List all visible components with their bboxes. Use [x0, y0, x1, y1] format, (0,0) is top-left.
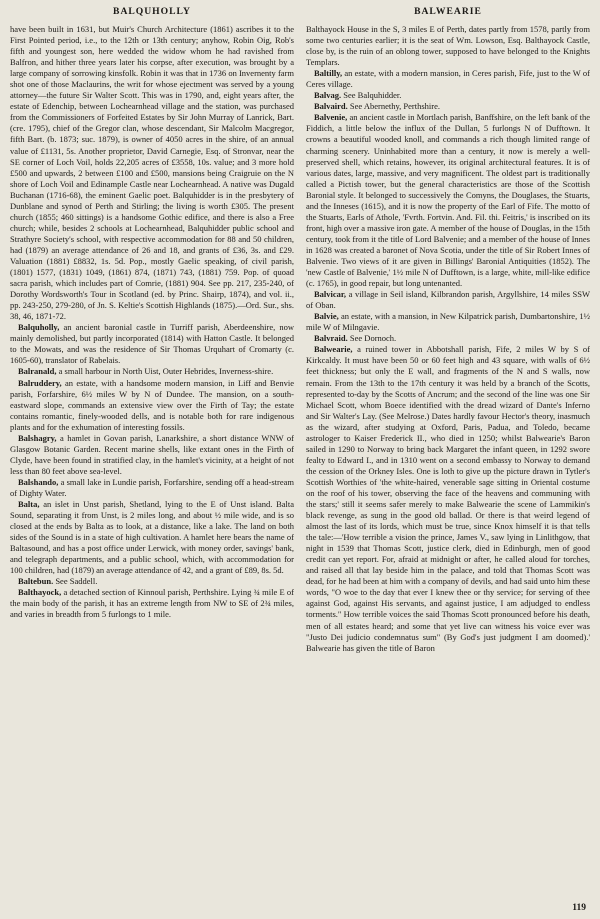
entry-text: a small lake in Lundie parish, Forfarshire, sending off a head-stream of Dighty Water.: [10, 476, 295, 498]
entry-headword: Balquholly,: [18, 322, 60, 333]
entry-text: an islet in Unst parish, Shetland, lying to the E of Unst island. Balta Sound, separating it from Unst, is 2 miles long, and about ½ mile wide, and is so closed at the ends by Balta as to look, at a distance, like a lake. The land on both sides of the Sound is in a state of high cultivation. A hamlet here bears the name of Baltasound, and has a post office under Lerwick, with money order, savings' bank, and telegraph departments, and a public school, which, with accommodation for 100 children, had (1879) an average attendance of 42, and a grant of £89, 8s. 5d.: [10, 499, 295, 576]
entry-text: an estate, with a mansion, in New Kilpatrick parish, Dumbartonshire, 1½ mile W of Milngavie.: [306, 311, 590, 333]
entry-headword: Balthayock,: [18, 587, 62, 598]
entry-text: an ancient baronial castle in Turriff parish, Aberdeenshire, now mainly demolished, but partly incorporated (1814) with Hatton Castle. It belonged to the Mowats, and was the residence of Sir Thomas Urquhart of Cromarty (c. 1605-60), translator of Rabelais.: [10, 322, 295, 366]
entry-text: See Saddell.: [55, 576, 98, 587]
entry-text: a small harbour in North Uist, Outer Hebrides, Inverness-shire.: [58, 366, 274, 377]
gazetteer-entry: [10, 587, 294, 620]
entry-text: a village in Seil island, Kilbrandon parish, Argyllshire, 14 miles SSW of Oban.: [306, 289, 591, 311]
gazetteer-entry: [10, 322, 294, 366]
gazetteer-entry: [306, 311, 590, 333]
entry-text: a detached section of Kinnoul parish, Perthshire. Lying ¾ mile E of the main body of the parish, it has an extreme length from NW to SE of 2¾ miles, and varies in breadth from 5 furlongs to 1 mile.: [10, 587, 295, 620]
entry-headword: Balvag.: [314, 90, 342, 101]
gazetteer-entry: [10, 433, 294, 477]
right-running-header: BALWEARIE: [414, 6, 482, 17]
entry-headword: Balwearie,: [314, 344, 353, 355]
text-columns: [10, 24, 590, 654]
gazetteer-entry: [306, 68, 590, 90]
entry-headword: Balvicar,: [314, 289, 347, 300]
running-headers: [10, 6, 590, 22]
page-number: 119: [572, 903, 586, 913]
entry-headword: Balvie,: [314, 311, 339, 322]
gazetteer-entry: [306, 112, 590, 289]
entry-text: an estate, with a handsome modern mansion, in Liff and Benvie parish, Forfarshire, 6½ miles W by N of Dundee. The mansion, on a south-eastward slope, commands an extensive view over the Firth of Tay; the estate contains romantic, finely-wooded dells, and is notable both for rare indigenous plants and for the exhumation of interesting fossils.: [10, 377, 295, 432]
entry-text: See Balquhidder.: [343, 90, 402, 101]
entry-headword: Balruddery,: [18, 377, 62, 388]
entry-headword: Balshagry,: [18, 432, 57, 443]
entry-headword: Baltebun.: [18, 576, 54, 587]
gazetteer-entry: [306, 101, 590, 112]
gazetteer-entry: [306, 344, 590, 653]
entry-headword: Baltilly,: [314, 68, 343, 79]
gazetteer-entry: [306, 333, 590, 344]
gazetteer-entry: [10, 499, 294, 576]
gazetteer-entry: [10, 576, 294, 587]
entry-headword: Balvraid.: [314, 333, 348, 344]
right-column: [306, 24, 590, 654]
entry-text: an estate, with a modern mansion, in Ceres parish, Fife, just to the W of Ceres village.: [306, 68, 591, 90]
entry-headword: Balvaird.: [314, 101, 348, 112]
entry-text: Balthayock House in the S, 3 miles E of Perth, dates partly from 1578, partly from some two centuries earlier; it is the seat of Wm. Lowson, Esq. Balthayock Castle, close by, is the ruin of an oblong tower, supposed to have belonged to the Knights Templars.: [306, 24, 590, 68]
entry-text: have been built in 1631, but Muir's Church Architecture (1861) ascribes it to the First Pointed period, i.e., to the 12th or 13th century; anyhow, Robin Oig, Rob's fifth and youngest son, here wedded the widow whom he had ravished from Balfron, and hither three years later his corpse, after execution, was brought by a large company of sorrowing kinsfolk. Robin it was that in 1736 on Invernenty farm shot one of those Maclaurins, the writ for whose ejectment was served by a young attorney—the future Sir Walter Scott. This was in 1790, and, eight years after, the estate of Edenchip, between Lochearnhead village and the station, was purchased from the Commissioners of Forfeited Estates by Sir John Murray of Lanrick, Bart. (cre. 1795), chief of the Gregor clan, whose descendant, Sir Malcolm Macgregor, fifth Bart. (b. 1873; suc. 1879), is owner of 4050 acres in the shire, of an annual value of £1131, 5s. Another proprietor, David Carnegie, Esq. of Stronvar, near the SE corner of Loch Voil, holds 22,205 acres of £3558, 10s. value; and 3 more hold £500 and upwards, 2 between £100 and £500, mansions being Craigruie on the N shore of Loch Voil and Edinample Castle near Lochearnhead. A native was Dugald Buchanan (1716-68), the eminent Gaelic poet. Balquhidder is in the presbytery of Dunblane and synod of Perth and Stirling; the living is worth £305. The present church (1855; 460 sittings) is a handsome Gothic edifice, and there is also a Free church; while, besides 2 schools at Lochearnhead, Balquhidder public school and Strathyre Society's school, with respective accommodation for 88 and 50 children, had (1879) an average attendance of 26 and 18, and grants of £36, 3s. and £29. Valuation (1881) £8832, 1s. 5d. Pop., mostly Gaelic speaking, of civil parish, (1801) 1577, (1831) 1049, (1861) 874, (1871) 743, (1881) 759. Pop. of quoad sacra parish, which includes part of Comrie, (1881) 904. See pp. 217, 235-240, of Dorothy Wordsworth's Tour in Scotland (ed. by Princ. Shairp, 1874), and vol. ii., pp. 243-250, 279-280, of Jn. S. Keltie's Scottish Highlands (1875).—Ord. Sur., shs. 38, 46, 1871-72.: [10, 24, 294, 322]
gazetteer-entry: [306, 90, 590, 101]
gazetteer-entry: [306, 24, 590, 68]
gazetteer-entry: [10, 378, 294, 433]
gazetteer-entry: [10, 24, 294, 322]
gazetteer-entry: [10, 477, 294, 499]
left-running-header: BALQUHOLLY: [113, 6, 191, 17]
entry-text: See Dornoch.: [349, 333, 397, 344]
entry-text: See Abernethy, Perthshire.: [349, 101, 440, 112]
entry-headword: Balvenie,: [314, 112, 348, 123]
left-column: [10, 24, 294, 654]
entry-headword: Balta,: [18, 499, 40, 510]
entry-headword: Balranald,: [18, 366, 57, 377]
entry-text: an ancient castle in Mortlach parish, Banffshire, on the left bank of the Fiddich, a little below the influx of the Dullan, 5 furlongs N of Dufftown. It crowns a beautiful wooded knoll, and commands a rich though limited range of charming scenery. Uninhabited more than a century, it now is merely a well-preserved shell, which retains, however, its original architectural features. It is of various dates, large, massive, and very magnificent. The oldest part is traditionally called a Pictish tower, but the general characteristics are those of the Scottish Baronial style. It belonged to successively the Comyns, the Douglases, the Stuarts, and the Inneses (1615), and it is now the property of the Earl of Fife. The motto of the Stuarts, Earls of Athole, 'Fvrth. Fortvin. And. Fil. thi. Feitris,' is inscribed on its front, high over a massive iron gate. A member of the house of Douglas, in the 15th century, took from it the title of Lord Balvenie; and a member of the house of Innes in 1628 was created a baronet of Nova Scotia, under the title of Sir Robert Innes of Balvenie. Two views of it are given in Billings' Baronial Antiquities (1852). The 'new Castle of Balvenie,' 1½ mile N of Dufftown, is a large, white, mill-like edifice (c. 1765), in good repair, but long untenanted.: [306, 112, 591, 289]
entry-text: a ruined tower in Abbotshall parish, Fife, 2 miles W by S of Kirkcaldy. It must have been 50 or 60 feet high and 43 square, with walls of 6½ feet thickness; but only the E wall, and fragments of the N and S walls, now remain. From the 13th to the 17th century it was held by a branch of the Scotts, represented to-day by the Scotts of Ancrum; and the second of the line was one Sir Michael Scott, whom Boece identified with the dread wizard of Dante's Inferno and Sir Walter's Lay. (See Melrose.) Dates hardly favour Hector's theory, inasmuch as the wizard, after studying at Oxford, Paris, Padua, and Toledo, became astrologer to Kaiser Frederick II., who died in 1250; whilst Balwearie's Baron sailed in 1290 to Norway to bring back Margaret the infant queen, in 1292 swore fealty to Edward I., and in 1310 went on a second embassy to Norway to demand the cession of the Orkney Isles. One is loth to give up the picture drawn in Tytler's Scottish Worthies of 'the white-haired, venerable sage sitting in Oriental costume on the roof of his tower, observing the face of the heavens and communing with the stars;' still it seems safer merely to make Balwearie the scene of Lammikin's black revenge, as sung in the good old ballad. Or there is that weird legend of almost the last of its lords, which must be true, since Knox himself it is that tells the tale:—'How terrible a vision the prince, James V., saw lying in Linlithgow, that night in 1539 that Thomas Scott, justice clerk, died in Edinburgh, men of good credit can yet report. For, afraid at midnight or after, he called aloud for torches, and raised all that lay beside him in the palace, and told that Thomas Scott was dead, for he had been at him with a company of devils, and had said unto him these words, "O woe to the day that ever I knew thee or thy service; for serving of thee against God, against His servants, and against justice, I am adjudged to endless torments." How terrible voices the said Thomas Scott pronounced before his death, men of all estates heard; and some that yet live can witness his voice ever was "Justo Dei judicio condemnatus sum" (By God's just judgment I am doomed).' Balwearie has given the title of Baron: [306, 344, 590, 653]
entry-text: a hamlet in Govan parish, Lanarkshire, a short distance WNW of Glasgow Botanic Garden. Recent marine shells, like extant ones in the Firth of Clyde, have been found in stratified clay, in the hamlet's vicinity, at a height of not less than 80 feet above sea-level.: [10, 432, 294, 476]
gazetteer-entry: [10, 366, 294, 377]
entry-headword: Balshando,: [18, 476, 59, 487]
gazetteer-entry: [306, 289, 590, 311]
